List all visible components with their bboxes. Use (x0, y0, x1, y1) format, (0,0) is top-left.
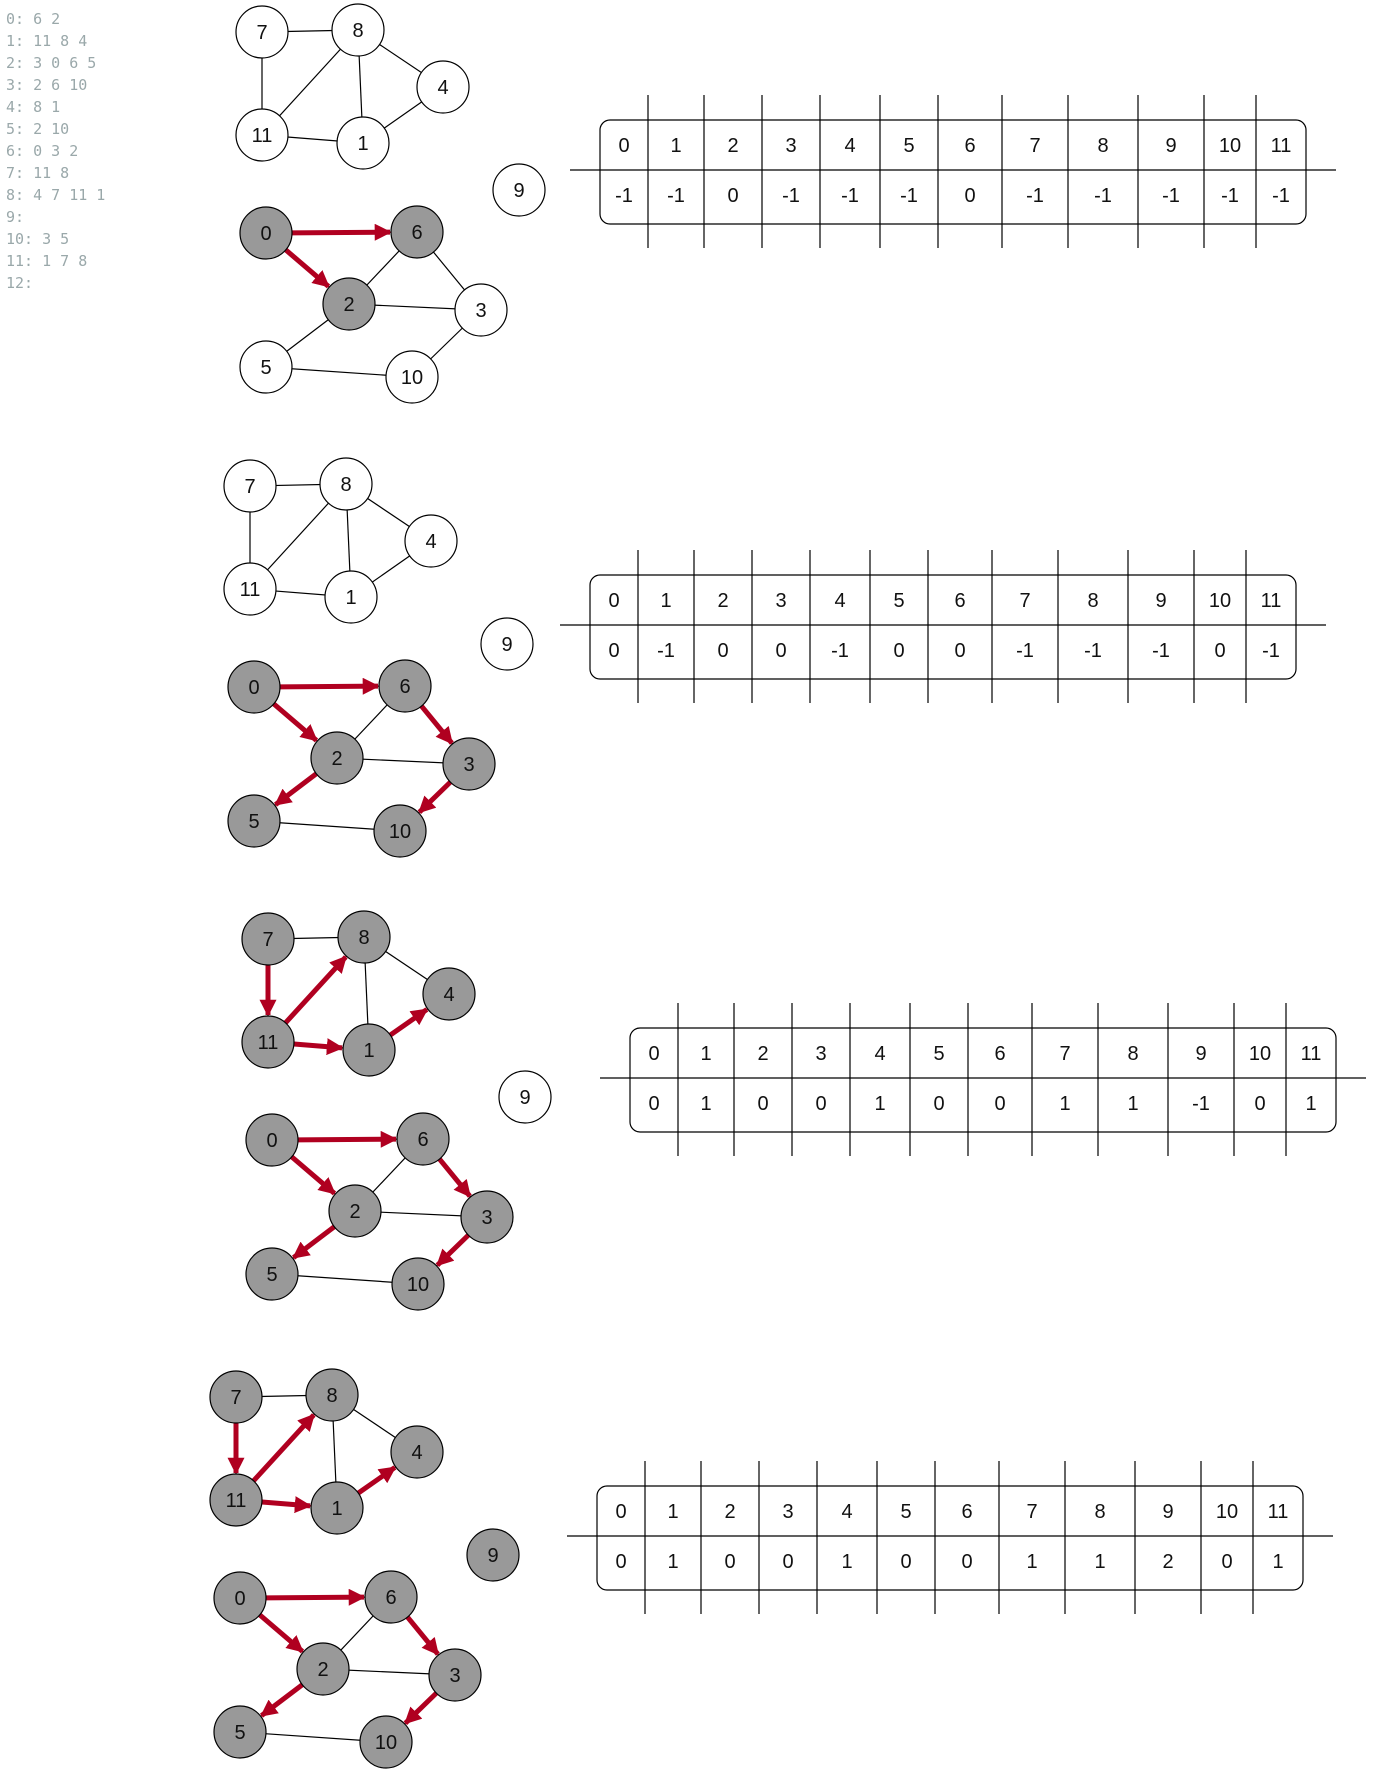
array-index: 10 (1218, 135, 1242, 157)
node-3 (429, 1649, 481, 1701)
node-7 (236, 6, 288, 58)
adjacency-line: 4: 8 1 (6, 98, 61, 116)
node-7 (224, 460, 276, 512)
array-value: -1 (1016, 640, 1034, 662)
tree-edge-0-2 (274, 704, 317, 741)
node-label: 2 (349, 1201, 361, 1223)
tree-edge-6-3 (421, 706, 451, 743)
array-index: 1 (660, 590, 672, 612)
tree-edge-2-5 (294, 1227, 335, 1258)
array-index: 3 (782, 1501, 794, 1523)
tree-edge-11-8 (254, 1415, 314, 1481)
array-value: 1 (841, 1551, 853, 1573)
tree-edge-1-4 (358, 1467, 395, 1493)
array-value: 0 (615, 1551, 627, 1573)
node-6 (379, 660, 431, 712)
node-label: 4 (443, 984, 455, 1006)
array-value: 0 (933, 1093, 945, 1115)
node-0 (228, 661, 280, 713)
array-value: 1 (1026, 1551, 1038, 1573)
step-4-group (210, 1369, 1333, 1768)
array-index: 7 (1026, 1501, 1038, 1523)
node-label: 0 (266, 1130, 278, 1152)
node-2 (311, 732, 363, 784)
array-index: 8 (1127, 1043, 1139, 1065)
array-value: -1 (615, 185, 633, 207)
node-label: 8 (358, 927, 370, 949)
array-value: -1 (1262, 640, 1280, 662)
array-value: -1 (1026, 185, 1044, 207)
node-label: 9 (519, 1087, 531, 1109)
array-index: 3 (775, 590, 787, 612)
adjacency-line: 6: 0 3 2 (6, 142, 79, 160)
node-2 (329, 1185, 381, 1237)
array-value: 1 (1059, 1093, 1071, 1115)
adjacency-line: 5: 2 10 (6, 120, 70, 138)
node-label: 10 (374, 1732, 398, 1754)
array-index: 4 (841, 1501, 853, 1523)
array-value: -1 (1094, 185, 1112, 207)
array-index: 5 (893, 590, 905, 612)
node-4 (417, 61, 469, 113)
array-index: 5 (903, 135, 915, 157)
node-label: 10 (400, 367, 424, 389)
array-index: 2 (727, 135, 739, 157)
array-value: 0 (1214, 640, 1226, 662)
tree-edge-3-10 (437, 1235, 468, 1265)
array-value: 0 (893, 640, 905, 662)
array-index: 5 (900, 1501, 912, 1523)
node-label: 8 (326, 1385, 338, 1407)
array-value: 0 (724, 1551, 736, 1573)
array-index: 8 (1087, 590, 1099, 612)
node-1 (325, 571, 377, 623)
array-value: 0 (1254, 1093, 1266, 1115)
node-label: 9 (487, 1545, 499, 1567)
node-7 (242, 913, 294, 965)
array-index: 4 (844, 135, 856, 157)
node-8 (320, 458, 372, 510)
array-index: 0 (608, 590, 620, 612)
step-4-array-table (567, 1461, 1333, 1614)
array-value: 2 (1162, 1551, 1174, 1573)
array-value: 1 (1094, 1551, 1106, 1573)
adjacency-line: 0: 6 2 (6, 10, 61, 28)
array-index: 3 (815, 1043, 827, 1065)
node-label: 2 (331, 748, 343, 770)
array-index: 7 (1019, 590, 1031, 612)
array-value: -1 (1272, 185, 1290, 207)
array-border (590, 575, 1296, 679)
node-label: 10 (388, 821, 412, 843)
node-label: 5 (260, 357, 272, 379)
tree-edge-11-1 (294, 1044, 342, 1048)
array-index: 3 (785, 135, 797, 157)
array-value: -1 (841, 185, 859, 207)
array-index: 5 (933, 1043, 945, 1065)
node-label: 8 (352, 20, 364, 42)
array-index: 0 (648, 1043, 660, 1065)
node-9 (499, 1071, 551, 1123)
node-5 (240, 341, 292, 393)
node-label: 11 (257, 1032, 279, 1054)
adjacency-line: 9: (6, 208, 25, 226)
node-label: 1 (357, 133, 369, 155)
tree-edge-0-6 (280, 686, 378, 687)
node-10 (392, 1258, 444, 1310)
array-index: 1 (667, 1501, 679, 1523)
array-index: 11 (1300, 1043, 1322, 1065)
array-index: 2 (717, 590, 729, 612)
array-value: 0 (815, 1093, 827, 1115)
node-label: 0 (260, 223, 272, 245)
tree-edge-6-3 (407, 1617, 437, 1654)
node-label: 1 (331, 1498, 343, 1520)
node-label: 1 (363, 1040, 375, 1062)
node-11 (210, 1474, 262, 1526)
tree-edge-0-2 (286, 250, 329, 287)
node-label: 3 (449, 1665, 461, 1687)
node-label: 6 (411, 222, 423, 244)
array-index: 2 (724, 1501, 736, 1523)
array-value: 0 (717, 640, 729, 662)
node-label: 2 (317, 1659, 329, 1681)
adjacency-line: 10: 3 5 (6, 230, 70, 248)
node-label: 9 (501, 634, 513, 656)
array-index: 4 (874, 1043, 886, 1065)
tree-edge-3-10 (419, 782, 450, 812)
array-value: 1 (1272, 1551, 1284, 1573)
tree-edge-11-8 (286, 957, 346, 1023)
node-5 (214, 1706, 266, 1758)
node-label: 7 (256, 22, 268, 44)
array-value: -1 (1192, 1093, 1210, 1115)
node-label: 10 (406, 1274, 430, 1296)
node-label: 9 (513, 180, 525, 202)
node-label: 3 (481, 1207, 493, 1229)
node-4 (391, 1426, 443, 1478)
array-index: 0 (615, 1501, 627, 1523)
array-value: 1 (667, 1551, 679, 1573)
tree-edge-2-5 (276, 774, 317, 805)
array-index: 1 (700, 1043, 712, 1065)
node-6 (391, 206, 443, 258)
step-3-array-table (600, 1003, 1366, 1156)
array-index: 6 (961, 1501, 973, 1523)
node-label: 4 (425, 531, 437, 553)
adjacency-line: 3: 2 6 10 (6, 76, 88, 94)
adjacency-line: 7: 11 8 (6, 164, 70, 182)
node-9 (467, 1529, 519, 1581)
array-value: -1 (900, 185, 918, 207)
node-0 (240, 207, 292, 259)
node-7 (210, 1371, 262, 1423)
adjacency-line: 2: 3 0 6 5 (6, 54, 97, 72)
array-value: 0 (900, 1551, 912, 1573)
array-value: 0 (608, 640, 620, 662)
array-value: 0 (1221, 1551, 1233, 1573)
tree-edge-0-6 (292, 232, 390, 233)
array-value: 0 (964, 185, 976, 207)
node-3 (461, 1191, 513, 1243)
array-value: 0 (757, 1093, 769, 1115)
node-10 (360, 1716, 412, 1768)
node-1 (337, 117, 389, 169)
array-value: 0 (782, 1551, 794, 1573)
array-value: 0 (994, 1093, 1006, 1115)
node-10 (386, 351, 438, 403)
node-4 (405, 515, 457, 567)
array-value: 1 (700, 1093, 712, 1115)
array-index: 7 (1059, 1043, 1071, 1065)
node-5 (228, 795, 280, 847)
node-11 (224, 563, 276, 615)
array-index: 9 (1165, 135, 1177, 157)
node-3 (455, 284, 507, 336)
node-2 (297, 1643, 349, 1695)
array-index: 10 (1248, 1043, 1272, 1065)
array-value: 1 (874, 1093, 886, 1115)
array-value: 1 (1305, 1093, 1317, 1115)
node-4 (423, 968, 475, 1020)
array-value: -1 (831, 640, 849, 662)
array-index: 0 (618, 135, 630, 157)
node-label: 3 (475, 300, 487, 322)
node-9 (481, 618, 533, 670)
tree-edge-0-6 (266, 1597, 364, 1598)
node-3 (443, 738, 495, 790)
node-11 (236, 109, 288, 161)
step-2-group (224, 458, 1326, 857)
node-1 (343, 1024, 395, 1076)
adjacency-line: 12: (6, 274, 34, 292)
node-label: 5 (266, 1264, 278, 1286)
array-border (600, 120, 1306, 224)
node-label: 3 (463, 754, 475, 776)
array-index: 1 (670, 135, 682, 157)
array-value: 0 (961, 1551, 973, 1573)
array-value: -1 (1152, 640, 1170, 662)
array-value: -1 (1162, 185, 1180, 207)
step-1-array-table (570, 95, 1336, 248)
step-2-array-table (560, 550, 1326, 703)
array-index: 2 (757, 1043, 769, 1065)
node-label: 2 (343, 294, 355, 316)
node-label: 11 (251, 125, 273, 147)
node-label: 0 (234, 1588, 246, 1610)
array-value: -1 (1084, 640, 1102, 662)
node-label: 6 (385, 1587, 397, 1609)
array-index: 6 (954, 590, 966, 612)
node-label: 4 (437, 77, 449, 99)
node-label: 6 (399, 676, 411, 698)
array-index: 10 (1208, 590, 1232, 612)
tree-edge-0-2 (260, 1615, 303, 1652)
step-1-group (236, 4, 1336, 403)
array-value: 0 (775, 640, 787, 662)
node-label: 5 (234, 1722, 246, 1744)
node-label: 5 (248, 811, 260, 833)
node-label: 11 (225, 1490, 247, 1512)
tree-edge-0-6 (298, 1139, 396, 1140)
node-8 (306, 1369, 358, 1421)
array-index: 7 (1029, 135, 1041, 157)
node-6 (365, 1571, 417, 1623)
array-value: -1 (782, 185, 800, 207)
array-index: 9 (1195, 1043, 1207, 1065)
tree-edge-11-1 (262, 1502, 310, 1506)
node-label: 7 (244, 476, 256, 498)
node-8 (338, 911, 390, 963)
node-label: 7 (230, 1387, 242, 1409)
node-9 (493, 164, 545, 216)
array-border (597, 1486, 1303, 1590)
step-3-group (242, 911, 1366, 1310)
array-index: 10 (1215, 1501, 1239, 1523)
tree-edge-2-5 (262, 1685, 303, 1716)
node-11 (242, 1016, 294, 1068)
tree-edge-3-10 (405, 1693, 436, 1723)
node-2 (323, 278, 375, 330)
adjacency-line: 1: 11 8 4 (6, 32, 88, 50)
array-index: 9 (1162, 1501, 1174, 1523)
tree-edge-6-3 (439, 1159, 469, 1196)
node-label: 6 (417, 1129, 429, 1151)
array-index: 11 (1267, 1501, 1289, 1523)
node-5 (246, 1248, 298, 1300)
array-index: 4 (834, 590, 846, 612)
tree-edge-0-2 (292, 1157, 335, 1194)
tree-edge-1-4 (390, 1009, 427, 1035)
node-6 (397, 1113, 449, 1165)
node-0 (246, 1114, 298, 1166)
array-value: 0 (727, 185, 739, 207)
node-8 (332, 4, 384, 56)
node-label: 4 (411, 1442, 423, 1464)
array-index: 8 (1094, 1501, 1106, 1523)
array-index: 11 (1270, 135, 1292, 157)
array-index: 11 (1260, 590, 1282, 612)
node-label: 1 (345, 587, 357, 609)
array-index: 6 (964, 135, 976, 157)
node-10 (374, 805, 426, 857)
array-value: -1 (657, 640, 675, 662)
adjacency-line: 11: 1 7 8 (6, 252, 88, 270)
array-value: -1 (1221, 185, 1239, 207)
node-1 (311, 1482, 363, 1534)
array-value: 0 (954, 640, 966, 662)
node-label: 0 (248, 677, 260, 699)
node-label: 8 (340, 474, 352, 496)
node-0 (214, 1572, 266, 1624)
array-index: 8 (1097, 135, 1109, 157)
array-value: 0 (648, 1093, 660, 1115)
node-label: 7 (262, 929, 274, 951)
node-label: 11 (239, 579, 261, 601)
array-value: 1 (1127, 1093, 1139, 1115)
array-index: 9 (1155, 590, 1167, 612)
array-value: -1 (667, 185, 685, 207)
adjacency-line: 8: 4 7 11 1 (6, 186, 106, 204)
array-border (630, 1028, 1336, 1132)
array-index: 6 (994, 1043, 1006, 1065)
